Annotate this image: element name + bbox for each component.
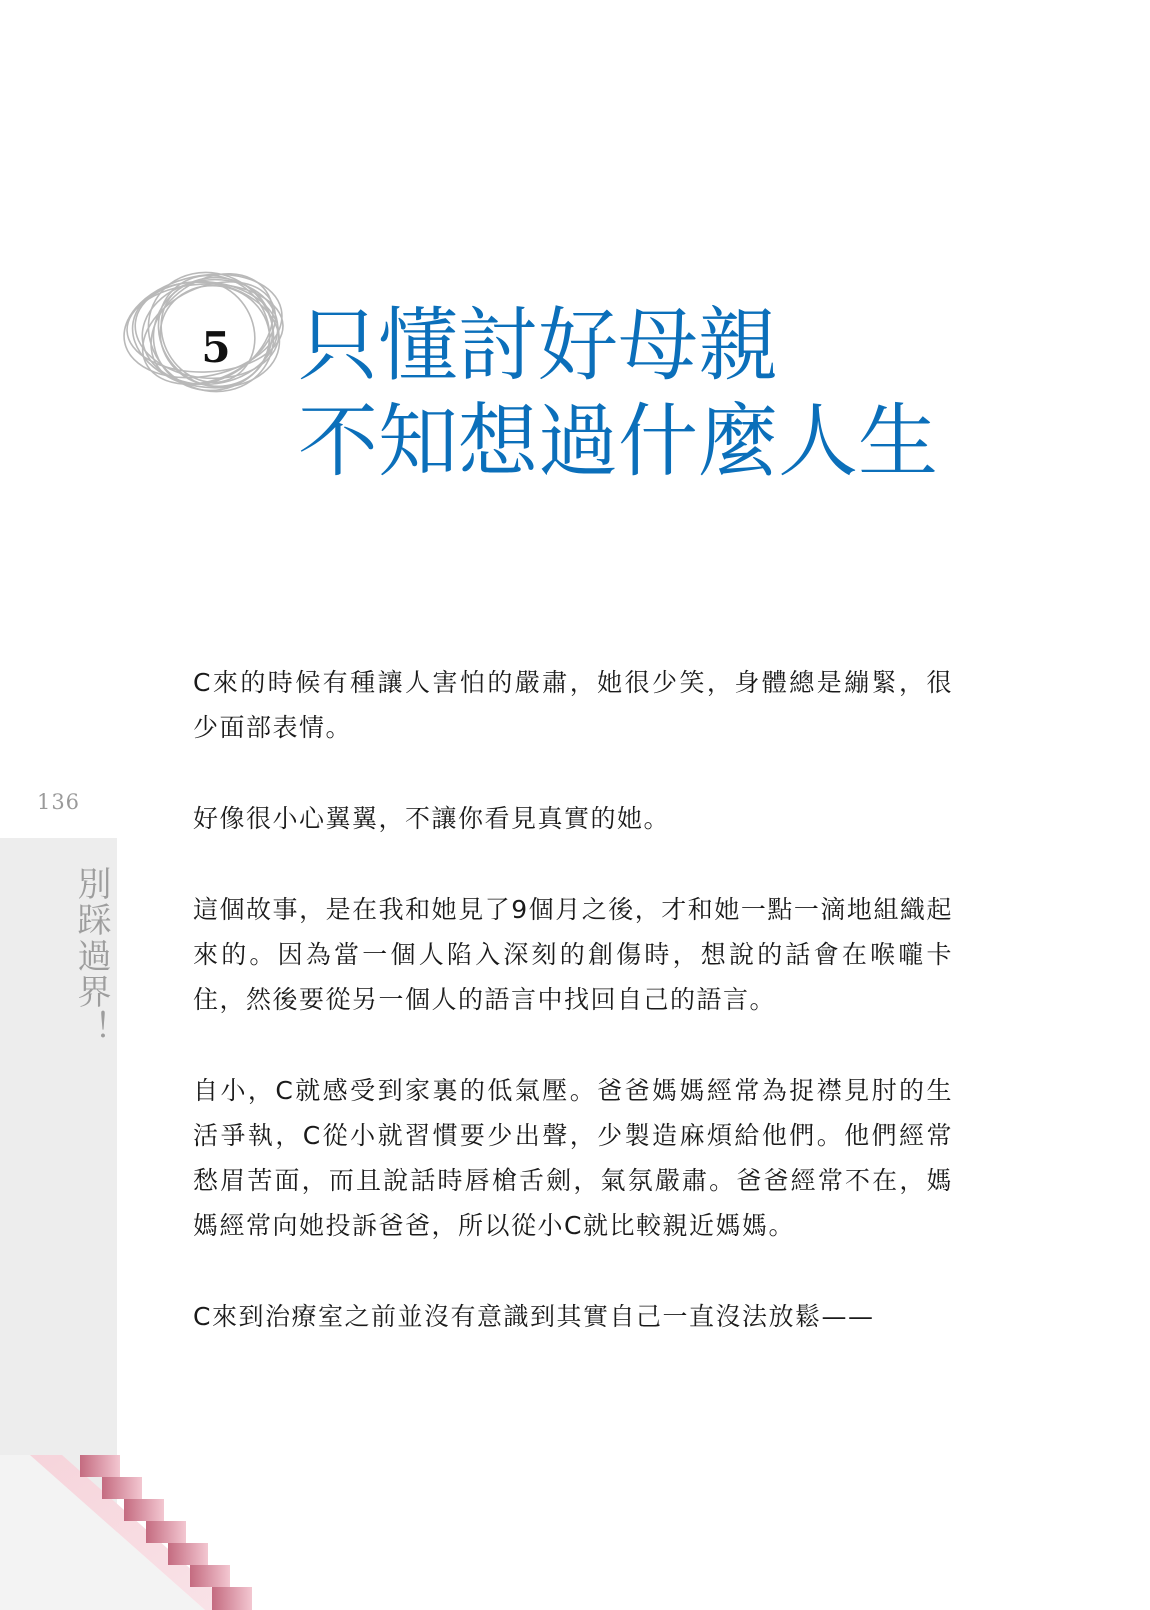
paragraph: 這個故事，是在我和她見了9個月之後，才和她一點一滴地組織起來的。因為當一個人陷入深刻的創傷時，想說的話會在喉嚨卡住，然後要從另一個人的語言中找回自己的語言。 [193, 895, 953, 1014]
paragraph: 好像很小心翼翼，不讓你看見真實的她。 [193, 804, 671, 833]
chapter-title-line: 只懂討好母親 [298, 299, 778, 392]
paragraph: C來的時候有種讓人害怕的嚴肅，她很少笑，身體總是繃緊，很少面部表情。 [193, 668, 953, 742]
body-text [193, 660, 953, 1385]
chapter-title-line: 不知想過什麼人生 [298, 395, 938, 488]
page-number: 136 [36, 790, 81, 814]
stairs-decoration-icon [0, 1455, 270, 1610]
running-book-title: 別踩過界！ [71, 866, 111, 1046]
paragraph: C來到治療室之前並沒有意識到其實自己一直沒法放鬆—— [193, 1302, 875, 1331]
paragraph: 自小，C就感受到家裏的低氣壓。爸爸媽媽經常為捉襟見肘的生活爭執，C從小就習慣要少出聲，少製造麻煩給他們。他們經常愁眉苦面，而且說話時唇槍舌劍，氣氛嚴肅。爸爸經常不在，媽媽經常向她投訴爸爸，所以從小C就比較親近媽媽。 [193, 1076, 953, 1240]
chapter-title [298, 298, 938, 490]
chapter-number: 5 [201, 323, 231, 372]
